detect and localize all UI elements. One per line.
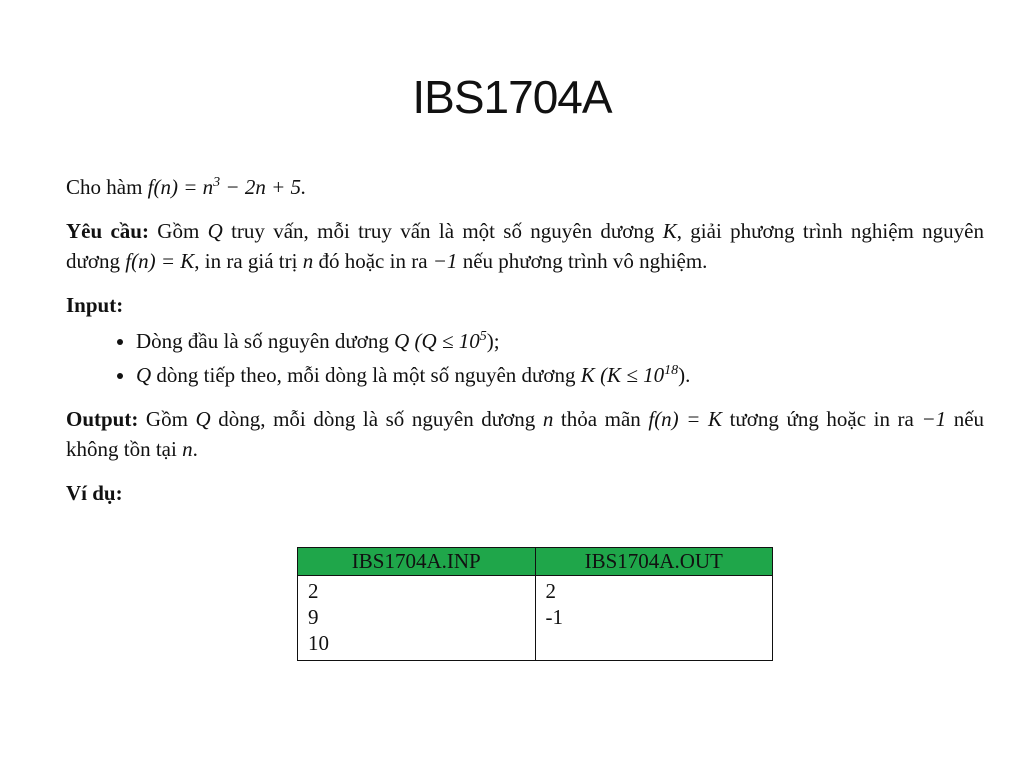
problem-statement [66, 172, 984, 522]
input-list [66, 326, 984, 390]
example-heading: Ví dụ: [66, 481, 123, 505]
requirement-label: Yêu cầu: [66, 219, 149, 243]
output-label: Output: [66, 407, 139, 431]
inp-line: 10 [308, 631, 329, 655]
page-title: IBS1704A [412, 71, 612, 123]
intro-paragraph [66, 172, 984, 202]
out-line: -1 [545, 605, 563, 629]
input-heading: Input: [66, 293, 124, 317]
output-paragraph: Output: Gồm Q dòng, mỗi dòng là số nguyên dương n thỏa mãn f(n) = K tương ứng hoặc in ra −1 nếu không tồn tại n. [66, 407, 985, 461]
requirement-paragraph: Yêu cầu: Gồm Q truy vấn, mỗi truy vấn là một số nguyên dương K, giải phương trình nghiệm nguyên dương f(n) = K, in ra giá trị n đó hoặc in ra −1 nếu phương trình vô nghiệm. [66, 219, 985, 273]
list-item: • Q dòng tiếp theo, mỗi dòng là một số nguyên dương K $(K \le 10^{18})$. [136, 360, 984, 390]
inp-line: 9 [308, 605, 319, 629]
inp-line: 2 [308, 579, 319, 603]
example-table [297, 547, 773, 661]
inp-cell [298, 576, 536, 661]
list-item: • Dòng đầu là số nguyên dương Q $(Q \le 10^5)$; [136, 326, 984, 356]
intro-text: Cho hàm [66, 175, 148, 199]
table-header-row [298, 548, 773, 576]
column-header-out: IBS1704A.OUT [535, 548, 773, 576]
function-formula: $f(n) = n^3 - 2n + 5$. [147, 175, 307, 199]
column-header-inp: IBS1704A.INP [298, 548, 536, 576]
out-line: 2 [545, 579, 556, 603]
out-cell [535, 576, 773, 661]
table-row [298, 576, 773, 661]
